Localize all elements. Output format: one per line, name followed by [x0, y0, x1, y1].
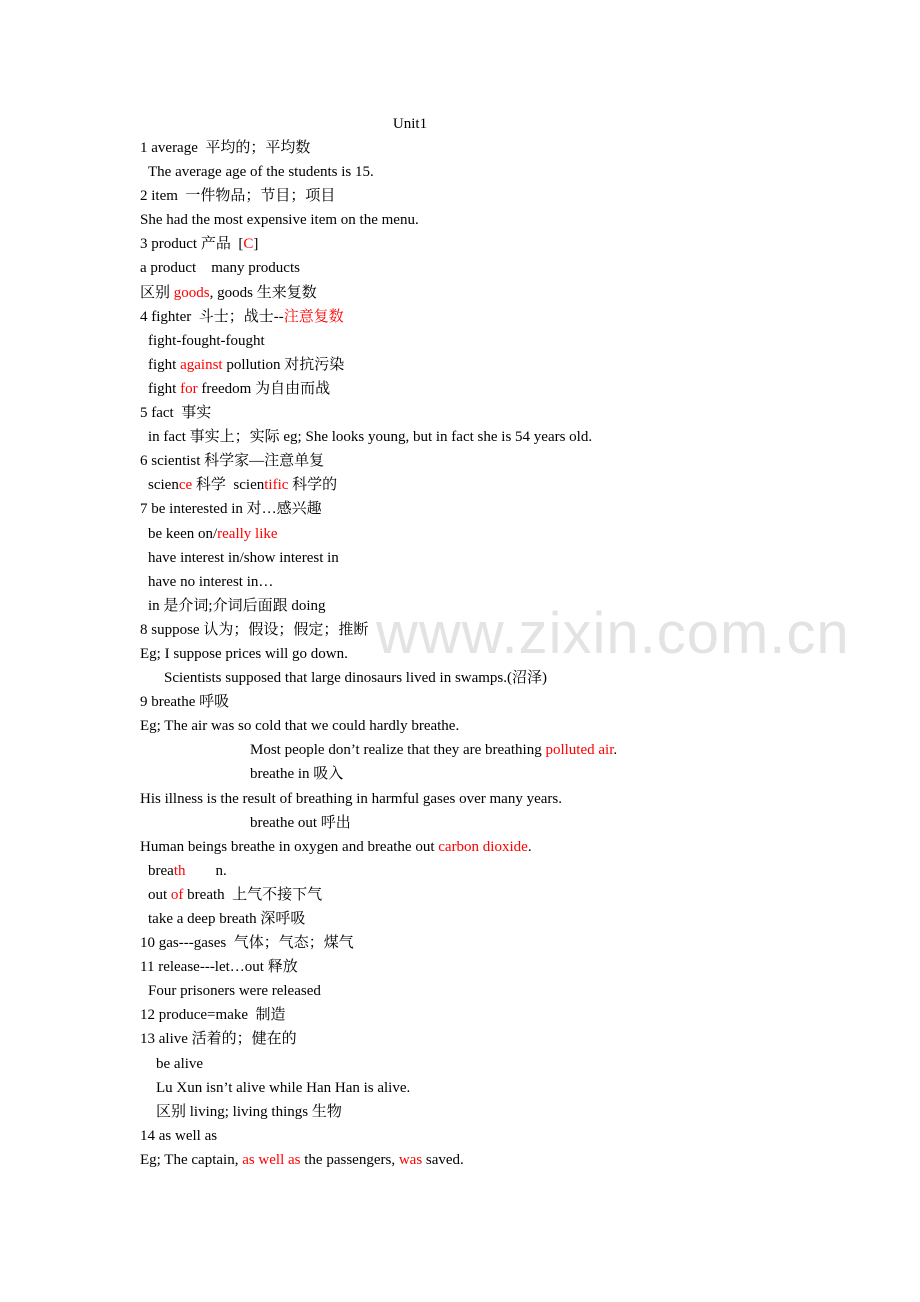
line-text: 13 alive 活着的；健在的	[140, 1031, 297, 1048]
highlighted-text: of	[170, 886, 184, 903]
line-text: 7 be interested in 对…感兴趣	[140, 501, 322, 518]
line-text: Scientists supposed that large dinosaurs lived in swamps.(沼泽)	[164, 670, 548, 687]
text-line	[140, 210, 840, 234]
text-line	[140, 475, 840, 499]
text-line	[140, 764, 840, 788]
highlighted-text: against	[180, 356, 223, 373]
highlighted-text: tific	[264, 477, 289, 494]
text-line	[140, 1005, 840, 1029]
line-text: fight	[148, 380, 181, 397]
line-text: 10 gas---gases 气体；气态；煤气	[140, 935, 354, 952]
line-text: .	[527, 838, 532, 855]
text-line	[140, 403, 840, 427]
line-text: out	[148, 886, 171, 903]
line-text: take a deep breath 深呼吸	[148, 911, 306, 927]
line-text: breathe in 吸入	[250, 766, 344, 783]
line-text: n.	[185, 862, 227, 879]
text-line	[140, 716, 840, 740]
line-text: 区别 living; living things 生物	[156, 1103, 342, 1120]
line-text: 8 suppose 认为；假设；假定；推断	[140, 621, 369, 638]
line-text: be alive	[156, 1055, 204, 1072]
line-text: Four prisoners were released	[148, 983, 321, 1000]
text-line	[140, 740, 840, 764]
text-line	[140, 885, 840, 909]
line-text: have no interest in…	[148, 573, 274, 590]
line-text: Most people don’t realize that they are breathing	[250, 742, 546, 759]
text-line	[140, 355, 840, 379]
highlighted-text: goods	[173, 284, 210, 301]
line-text: Human beings breathe in oxygen and breathe out	[140, 838, 439, 855]
highlighted-text: C	[243, 236, 254, 253]
highlighted-text: ce	[178, 477, 193, 494]
highlighted-text: really like	[217, 525, 278, 542]
text-line	[140, 283, 840, 307]
line-text: 区别	[140, 284, 174, 301]
line-text: in 是介词;介词后面跟 doing	[148, 597, 326, 614]
text-line	[140, 331, 840, 355]
line-text: ]	[253, 236, 259, 253]
highlighted-text: as well as	[242, 1151, 301, 1168]
line-text: 9 breathe 呼吸	[140, 694, 230, 711]
line-text: fight-fought-fought	[148, 332, 265, 349]
highlighted-text: 注意复数	[283, 308, 344, 325]
highlighted-text: carbon dioxide	[438, 838, 528, 855]
line-text: His illness is the result of breathing in harmful gases over many years.	[140, 790, 562, 807]
text-line	[140, 1150, 840, 1174]
text-line	[140, 692, 840, 716]
text-line	[140, 668, 840, 692]
line-text: 4 fighter 斗士；战士--	[140, 308, 284, 325]
text-line	[140, 186, 840, 210]
line-text: Lu Xun isn’t alive while Han Han is alive.	[156, 1079, 411, 1096]
text-line	[140, 957, 840, 981]
text-line	[140, 1078, 840, 1102]
line-text: 14 as well as	[140, 1127, 218, 1144]
line-text: fight	[148, 356, 181, 373]
text-line	[140, 548, 840, 572]
line-text: 3 product 产品 [	[140, 236, 244, 253]
text-line	[140, 1054, 840, 1078]
text-line	[140, 307, 840, 331]
line-text: be keen on/	[148, 525, 218, 542]
line-text: 2 item 一件物品；节目；项目	[140, 188, 336, 205]
highlighted-text: polluted air	[545, 742, 614, 759]
text-line	[140, 379, 840, 403]
text-line	[140, 933, 840, 957]
line-text: .	[613, 742, 618, 759]
line-text: a product many products	[140, 260, 300, 277]
line-text: 1 average 平均的；平均数	[140, 140, 311, 156]
line-text: have interest in/show interest in	[148, 549, 339, 566]
line-text: Eg; I suppose prices will go down.	[140, 645, 348, 662]
line-text: saved.	[422, 1151, 464, 1168]
text-line	[140, 1102, 840, 1126]
text-line	[140, 837, 840, 861]
line-text: She had the most expensive item on the menu.	[140, 212, 419, 229]
line-text: 12 produce=make 制造	[140, 1007, 286, 1024]
text-line	[140, 572, 840, 596]
line-text: brea	[148, 862, 174, 879]
line-text: breath 上气不接下气	[183, 886, 323, 903]
line-text: 5 fact 事实	[140, 405, 212, 422]
text-line	[140, 1126, 840, 1150]
line-text: 科学的	[288, 477, 338, 494]
line-text: breathe out 呼出	[250, 814, 351, 831]
text-line	[140, 499, 840, 523]
line-text: pollution 对抗污染	[222, 356, 345, 373]
highlighted-text: th	[173, 862, 186, 879]
text-line	[140, 813, 840, 837]
text-line	[140, 981, 840, 1005]
text-line	[140, 644, 840, 668]
page-title: Unit1	[392, 116, 428, 132]
line-text: The average age of the students is 15.	[148, 164, 374, 181]
line-text: 6 scientist 科学家—注意单复	[140, 453, 325, 470]
line-text: in fact 事实上；实际 eg; She looks young, but in fact she is 54 years old.	[148, 429, 593, 446]
line-text: 11 release---let…out 释放	[140, 959, 298, 976]
text-line	[140, 596, 840, 620]
line-text: the passengers,	[300, 1151, 399, 1168]
text-line	[140, 789, 840, 813]
highlighted-text: for	[180, 380, 198, 397]
document-body	[140, 138, 840, 1174]
text-line	[140, 861, 840, 885]
text-line	[140, 162, 840, 186]
text-line	[140, 427, 840, 451]
line-text: , goods 生来复数	[209, 284, 317, 301]
line-text: scien	[148, 477, 179, 494]
text-line	[140, 620, 840, 644]
text-line	[140, 1029, 840, 1053]
text-line	[140, 234, 840, 258]
line-text: Eg; The captain,	[140, 1151, 243, 1168]
text-line	[140, 138, 840, 162]
line-text: freedom 为自由而战	[197, 380, 331, 397]
highlighted-text: was	[398, 1151, 423, 1168]
text-line	[140, 451, 840, 475]
text-line	[140, 524, 840, 548]
watermark: www.zixin.com.cn	[376, 601, 850, 666]
text-line	[140, 909, 840, 933]
text-line	[140, 258, 840, 282]
line-text: 科学 scien	[192, 477, 265, 494]
line-text: Eg; The air was so cold that we could hardly breathe.	[140, 718, 460, 735]
